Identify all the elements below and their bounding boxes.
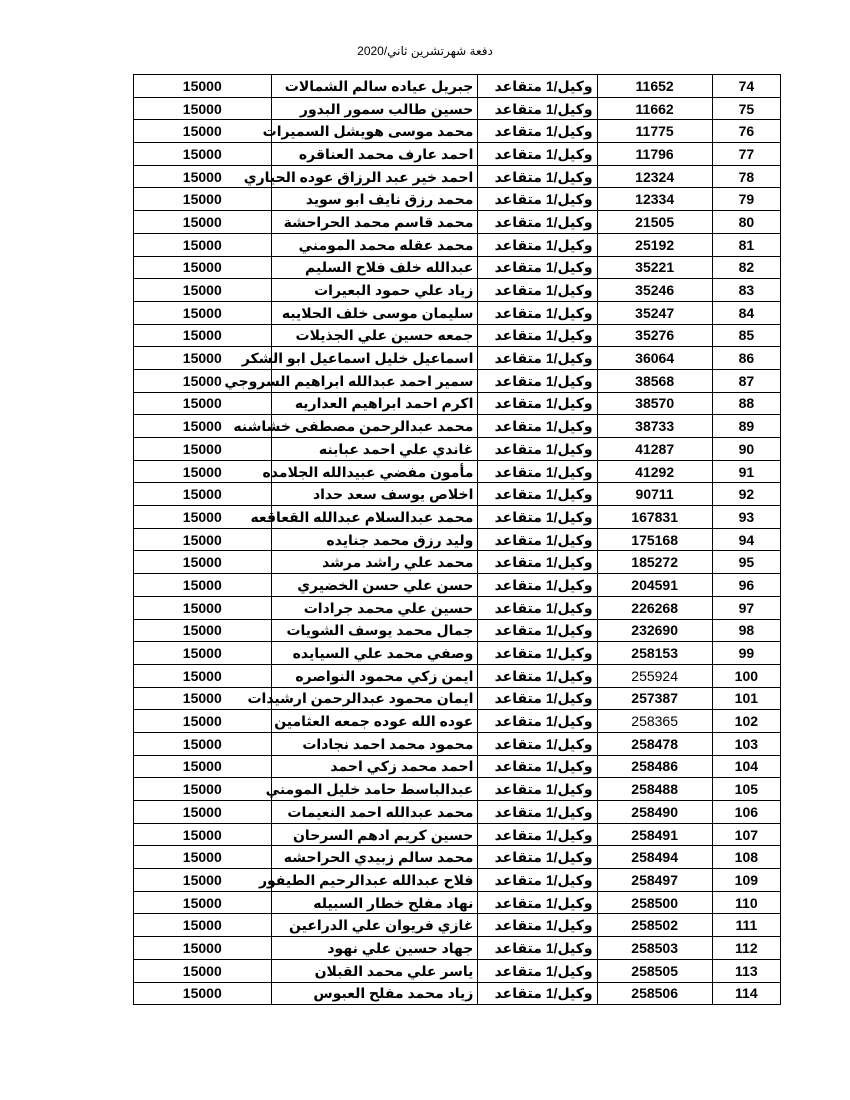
status-cell: وكيل/1 متقاعد [478,664,597,687]
amount-cell: 15000 [134,506,272,529]
name-cell: سمير احمد عبدالله ابراهيم السروجي [271,369,478,392]
amount-cell: 15000 [134,596,272,619]
table-row [134,869,781,892]
status-cell: وكيل/1 متقاعد [478,369,597,392]
amount-cell: 15000 [134,755,272,778]
name-cell: جهاد حسين علي نهود [271,937,478,960]
sequence-cell: 109 [712,869,780,892]
id-cell: 258478 [597,732,712,755]
sequence-cell: 78 [712,165,780,188]
amount-cell: 15000 [134,710,272,733]
name-cell: وليد رزق محمد جنايده [271,528,478,551]
sequence-cell: 81 [712,233,780,256]
sequence-cell: 100 [712,664,780,687]
id-cell: 11796 [597,143,712,166]
sequence-cell: 76 [712,120,780,143]
sequence-cell: 92 [712,483,780,506]
amount-cell: 15000 [134,664,272,687]
amount-cell: 15000 [134,937,272,960]
status-cell: وكيل/1 متقاعد [478,279,597,302]
status-cell: وكيل/1 متقاعد [478,732,597,755]
table-row [134,823,781,846]
id-cell: 35276 [597,324,712,347]
status-cell: وكيل/1 متقاعد [478,801,597,824]
name-cell: محمد قاسم محمد الحراحشة [271,211,478,234]
table-row [134,279,781,302]
amount-cell: 15000 [134,188,272,211]
amount-cell: 15000 [134,982,272,1005]
amount-cell: 15000 [134,75,272,98]
table-row [134,369,781,392]
id-cell: 21505 [597,211,712,234]
status-cell: وكيل/1 متقاعد [478,165,597,188]
amount-cell: 15000 [134,279,272,302]
table-row [134,347,781,370]
id-cell: 258491 [597,823,712,846]
name-cell: احمد خير عبد الرزاق عوده الحياري [271,165,478,188]
sequence-cell: 96 [712,574,780,597]
id-cell: 258494 [597,846,712,869]
table-row [134,438,781,461]
table-row [134,846,781,869]
status-cell: وكيل/1 متقاعد [478,324,597,347]
id-cell: 11662 [597,97,712,120]
table-row [134,256,781,279]
id-cell: 35246 [597,279,712,302]
sequence-cell: 85 [712,324,780,347]
id-cell: 35247 [597,301,712,324]
status-cell: وكيل/1 متقاعد [478,937,597,960]
sequence-cell: 112 [712,937,780,960]
name-cell: ياسر علي محمد القبلان [271,959,478,982]
status-cell: وكيل/1 متقاعد [478,460,597,483]
id-cell: 41292 [597,460,712,483]
amount-cell: 15000 [134,415,272,438]
sequence-cell: 101 [712,687,780,710]
id-cell: 185272 [597,551,712,574]
status-cell: وكيل/1 متقاعد [478,120,597,143]
id-cell: 226268 [597,596,712,619]
id-cell: 232690 [597,619,712,642]
status-cell: وكيل/1 متقاعد [478,687,597,710]
id-cell: 12334 [597,188,712,211]
name-cell: عبدالباسط حامد خليل المومني [271,778,478,801]
table-row [134,528,781,551]
table-row [134,415,781,438]
sequence-cell: 83 [712,279,780,302]
status-cell: وكيل/1 متقاعد [478,347,597,370]
sequence-cell: 87 [712,369,780,392]
table-row [134,97,781,120]
sequence-cell: 75 [712,97,780,120]
status-cell: وكيل/1 متقاعد [478,619,597,642]
name-cell: ايمان محمود عبدالرحمن ارشيدات [271,687,478,710]
sequence-cell: 108 [712,846,780,869]
amount-cell: 15000 [134,211,272,234]
name-cell: زياد محمد مفلح العبوس [271,982,478,1005]
amount-cell: 15000 [134,528,272,551]
table-row [134,120,781,143]
amount-cell: 15000 [134,959,272,982]
id-cell: 258505 [597,959,712,982]
name-cell: محمد علي راشد مرشد [271,551,478,574]
amount-cell: 15000 [134,438,272,461]
name-cell: مأمون مفضي عبيدالله الجلامده [271,460,478,483]
id-cell: 167831 [597,506,712,529]
sequence-cell: 91 [712,460,780,483]
table-row [134,188,781,211]
sequence-cell: 95 [712,551,780,574]
amount-cell: 15000 [134,143,272,166]
table-row [134,642,781,665]
name-cell: سليمان موسى خلف الحلايبه [271,301,478,324]
status-cell: وكيل/1 متقاعد [478,755,597,778]
roster-table-body [134,75,781,1005]
name-cell: احمد عارف محمد العناقره [271,143,478,166]
amount-cell: 15000 [134,256,272,279]
status-cell: وكيل/1 متقاعد [478,256,597,279]
table-row [134,755,781,778]
table-row [134,506,781,529]
table-row [134,143,781,166]
status-cell: وكيل/1 متقاعد [478,551,597,574]
sequence-cell: 93 [712,506,780,529]
sequence-cell: 105 [712,778,780,801]
table-row [134,664,781,687]
name-cell: حسين علي محمد جرادات [271,596,478,619]
table-row [134,483,781,506]
amount-cell: 15000 [134,165,272,188]
sequence-cell: 113 [712,959,780,982]
name-cell: عبدالله خلف فلاح السليم [271,256,478,279]
status-cell: وكيل/1 متقاعد [478,823,597,846]
table-row [134,937,781,960]
name-cell: جبريل عياده سالم الشمالات [271,75,478,98]
table-row [134,914,781,937]
status-cell: وكيل/1 متقاعد [478,506,597,529]
id-cell: 257387 [597,687,712,710]
name-cell: جمعه حسين علي الجذيلات [271,324,478,347]
table-row [134,211,781,234]
id-cell: 11652 [597,75,712,98]
name-cell: محمد عقله محمد المومني [271,233,478,256]
status-cell: وكيل/1 متقاعد [478,75,597,98]
status-cell: وكيل/1 متقاعد [478,869,597,892]
amount-cell: 15000 [134,324,272,347]
amount-cell: 15000 [134,869,272,892]
amount-cell: 15000 [134,801,272,824]
amount-cell: 15000 [134,97,272,120]
sequence-cell: 74 [712,75,780,98]
table-row [134,551,781,574]
id-cell: 258503 [597,937,712,960]
status-cell: وكيل/1 متقاعد [478,528,597,551]
id-cell: 175168 [597,528,712,551]
name-cell: محمد رزق نايف ابو سويد [271,188,478,211]
name-cell: حسن علي حسن الخضيري [271,574,478,597]
name-cell: احمد محمد زكي احمد [271,755,478,778]
table-row [134,732,781,755]
name-cell: غازي فريوان علي الدراعين [271,914,478,937]
status-cell: وكيل/1 متقاعد [478,483,597,506]
status-cell: وكيل/1 متقاعد [478,392,597,415]
amount-cell: 15000 [134,732,272,755]
id-cell: 90711 [597,483,712,506]
amount-cell: 15000 [134,460,272,483]
table-row [134,710,781,733]
id-cell: 35221 [597,256,712,279]
sequence-cell: 80 [712,211,780,234]
status-cell: وكيل/1 متقاعد [478,143,597,166]
table-row [134,392,781,415]
table-row [134,778,781,801]
sequence-cell: 86 [712,347,780,370]
status-cell: وكيل/1 متقاعد [478,642,597,665]
name-cell: غاندي علي احمد عبابنه [271,438,478,461]
sequence-cell: 106 [712,801,780,824]
id-cell: 258506 [597,982,712,1005]
id-cell: 258490 [597,801,712,824]
name-cell: زياد علي حمود البعيرات [271,279,478,302]
amount-cell: 15000 [134,914,272,937]
id-cell: 258365 [597,710,712,733]
status-cell: وكيل/1 متقاعد [478,188,597,211]
status-cell: وكيل/1 متقاعد [478,596,597,619]
name-cell: اكرم احمد ابراهيم العداريه [271,392,478,415]
sequence-cell: 114 [712,982,780,1005]
id-cell: 258500 [597,891,712,914]
status-cell: وكيل/1 متقاعد [478,97,597,120]
amount-cell: 15000 [134,392,272,415]
page-title: دفعة شهرتشرين ثاني/2020 [357,44,493,58]
table-row [134,619,781,642]
roster-table [133,74,781,1005]
status-cell: وكيل/1 متقاعد [478,233,597,256]
id-cell: 258497 [597,869,712,892]
status-cell: وكيل/1 متقاعد [478,959,597,982]
sequence-cell: 79 [712,188,780,211]
status-cell: وكيل/1 متقاعد [478,415,597,438]
status-cell: وكيل/1 متقاعد [478,574,597,597]
table-row [134,324,781,347]
amount-cell: 15000 [134,574,272,597]
name-cell: حسين طالب سمور البدور [271,97,478,120]
table-row [134,233,781,256]
name-cell: محمود محمد احمد نجادات [271,732,478,755]
id-cell: 38570 [597,392,712,415]
sequence-cell: 99 [712,642,780,665]
status-cell: وكيل/1 متقاعد [478,982,597,1005]
name-cell: محمد عبدالسلام عبدالله القعاقعه [271,506,478,529]
sequence-cell: 84 [712,301,780,324]
sequence-cell: 77 [712,143,780,166]
table-row [134,801,781,824]
amount-cell: 15000 [134,483,272,506]
sequence-cell: 107 [712,823,780,846]
amount-cell: 15000 [134,687,272,710]
name-cell: ايمن زكي محمود النواصره [271,664,478,687]
amount-cell: 15000 [134,846,272,869]
status-cell: وكيل/1 متقاعد [478,846,597,869]
amount-cell: 15000 [134,347,272,370]
name-cell: محمد موسى هويشل السميرات [271,120,478,143]
name-cell: محمد سالم زبيدي الحراحشه [271,846,478,869]
amount-cell: 15000 [134,642,272,665]
table-row [134,687,781,710]
id-cell: 38568 [597,369,712,392]
status-cell: وكيل/1 متقاعد [478,914,597,937]
status-cell: وكيل/1 متقاعد [478,301,597,324]
table-row [134,982,781,1005]
amount-cell: 15000 [134,551,272,574]
amount-cell: 15000 [134,120,272,143]
id-cell: 258502 [597,914,712,937]
name-cell: محمد عبدالله احمد النعيمات [271,801,478,824]
id-cell: 36064 [597,347,712,370]
amount-cell: 15000 [134,823,272,846]
id-cell: 258486 [597,755,712,778]
id-cell: 255924 [597,664,712,687]
table-row [134,75,781,98]
sequence-cell: 110 [712,891,780,914]
amount-cell: 15000 [134,891,272,914]
amount-cell: 15000 [134,301,272,324]
id-cell: 41287 [597,438,712,461]
name-cell: حسين كريم ادهم السرحان [271,823,478,846]
name-cell: اخلاص يوسف سعد حداد [271,483,478,506]
sequence-cell: 98 [712,619,780,642]
sequence-cell: 82 [712,256,780,279]
id-cell: 258153 [597,642,712,665]
table-row [134,574,781,597]
amount-cell: 15000 [134,369,272,392]
sequence-cell: 90 [712,438,780,461]
status-cell: وكيل/1 متقاعد [478,891,597,914]
name-cell: جمال محمد يوسف الشويات [271,619,478,642]
id-cell: 204591 [597,574,712,597]
name-cell: فلاح عبدالله عبدالرحيم الطيفور [271,869,478,892]
id-cell: 38733 [597,415,712,438]
amount-cell: 15000 [134,233,272,256]
sequence-cell: 89 [712,415,780,438]
sequence-cell: 94 [712,528,780,551]
name-cell: عوده الله عوده جمعه العثامين [271,710,478,733]
name-cell: اسماعيل خليل اسماعيل ابو الشكر [271,347,478,370]
status-cell: وكيل/1 متقاعد [478,710,597,733]
id-cell: 11775 [597,120,712,143]
id-cell: 258488 [597,778,712,801]
status-cell: وكيل/1 متقاعد [478,211,597,234]
name-cell: محمد عبدالرحمن مصطفى خشاشنه [271,415,478,438]
id-cell: 12324 [597,165,712,188]
table-row [134,165,781,188]
status-cell: وكيل/1 متقاعد [478,778,597,801]
amount-cell: 15000 [134,619,272,642]
table-row [134,959,781,982]
sequence-cell: 103 [712,732,780,755]
name-cell: وصفي محمد علي السيايده [271,642,478,665]
name-cell: نهاد مفلح خطار السبيله [271,891,478,914]
table-row [134,891,781,914]
table-row [134,596,781,619]
sequence-cell: 102 [712,710,780,733]
id-cell: 25192 [597,233,712,256]
amount-cell: 15000 [134,778,272,801]
table-row [134,301,781,324]
status-cell: وكيل/1 متقاعد [478,438,597,461]
sequence-cell: 104 [712,755,780,778]
sequence-cell: 97 [712,596,780,619]
table-row [134,460,781,483]
sequence-cell: 111 [712,914,780,937]
sequence-cell: 88 [712,392,780,415]
